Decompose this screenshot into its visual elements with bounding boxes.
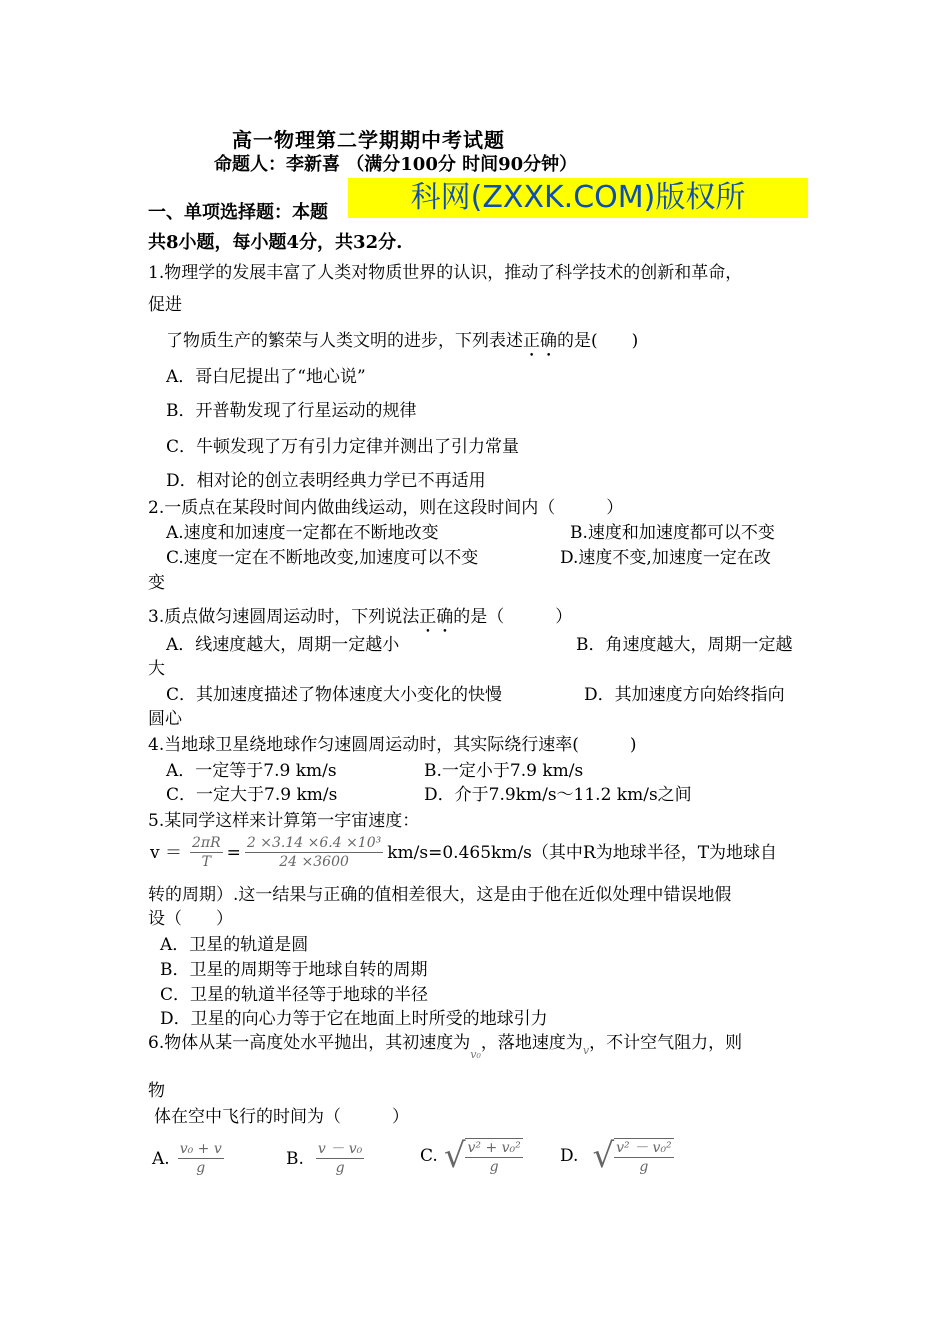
section-heading-part2: 共8小题，每小题4分，共32分. <box>148 232 403 253</box>
q5-option-c: C．卫星的轨道半径等于地球的半径 <box>160 985 429 1005</box>
q5-fraction-2: $\frac{\text{2 ×3.14 ×6.4 ×10³}}{24 \times 3600}$ <box>246 835 382 870</box>
q4-option-c: C．一定大于7.9 km/s <box>166 785 338 805</box>
q6-stem-line3: 体在空中飞行的时间为（ ） <box>154 1107 409 1127</box>
q6-v0-symbol: v₀ <box>470 1048 481 1061</box>
q4-stem: 4.当地球卫星绕地球作匀速圆周运动时，其实际绕行速率( ) <box>148 735 637 755</box>
q2-option-b: B.速度和加速度都可以不变 <box>570 523 775 543</box>
q6-v-symbol: v <box>582 1044 590 1057</box>
q6-stem-line1: 6.物体从某一高度处水平抛出，其初速度为$_{v_0}$，落地速度为$_v$，不计空气阻力，则 <box>148 1033 743 1061</box>
q4-option-d: D．介于7.9km/s～11.2 km/s之间 <box>424 785 692 805</box>
q5-formula: v ＝ $\frac{2\pi R}{T}$ = $\frac{\text{2 ×3.14 ×6.4 ×10³}}{24 \times 3600}$ km/s=0.465km/s（其中R为地球半径，T为地球自 <box>150 835 778 870</box>
q3-option-a: A．线速度越大，周期一定越小 <box>166 635 400 655</box>
q6-option-a-fraction: $\frac{\text{v₀ + v}}{g}$ <box>179 1141 222 1176</box>
q5-option-b: B．卫星的周期等于地球自转的周期 <box>160 960 428 980</box>
q6-option-c-sqrt-icon: √ $\frac{\text{v² + v₀²}}{g}$ <box>443 1136 521 1176</box>
q3-option-c: C．其加速度描述了物体速度大小变化的快慢 <box>166 685 503 705</box>
q5-option-a: A．卫星的轨道是圆 <box>160 935 309 955</box>
q2-option-d: D.速度不变,加速度一定在改 <box>560 548 771 568</box>
watermark-banner: 科网(ZXXK.COM)版权所 <box>348 178 808 218</box>
q3-stem: 3.质点做匀速圆周运动时，下列说法正确的是（ ） <box>148 607 573 627</box>
q1-option-d: D．相对论的创立表明经典力学已不再适用 <box>166 471 486 491</box>
q3-emphasis: 正确 <box>419 607 454 627</box>
q6-option-d-sqrt-icon: √ $\frac{\text{v² － v₀²}}{g}$ <box>592 1136 672 1176</box>
q5-stem: 5.某同学这样来计算第一宇宙速度： <box>148 811 420 831</box>
section-heading-part1: 一、单项选择题：本题 <box>148 202 328 223</box>
q3-option-b-wrap: 大 <box>148 659 165 679</box>
q4-option-b: B.一定小于7.9 km/s <box>424 761 584 781</box>
exam-subtitle: 命题人：李新喜 （满分100分 时间90分钟） <box>214 154 578 175</box>
q5-option-d: D．卫星的向心力等于它在地面上时所受的地球引力 <box>160 1009 548 1029</box>
q3-option-b: B．角速度越大，周期一定越 <box>576 635 793 655</box>
q6-option-b: B. $\frac{\text{v － v₀}}{g}$ <box>286 1141 363 1176</box>
q1-stem-line2: 促进 <box>148 295 182 315</box>
q6-option-d: D. √ $\frac{\text{v² － v₀²}}{g}$ <box>560 1136 672 1176</box>
q3-option-d: D．其加速度方向始终指向 <box>584 685 785 705</box>
q2-option-d-wrap: 变 <box>148 573 165 593</box>
q1-emphasis: 正确 <box>523 331 557 351</box>
q1-option-c: C．牛顿发现了万有引力定律并测出了引力常量 <box>166 437 520 457</box>
q1-stem-line1: 1.物理学的发展丰富了人类对物质世界的认识，推动了科学技术的创新和革命， <box>148 263 743 283</box>
q6-stem-line2: 物 <box>148 1081 165 1101</box>
exam-title: 高一物理第二学期期中考试题 <box>232 128 505 152</box>
q5-fraction-1: $\frac{2\pi R}{T}$ <box>192 835 221 870</box>
q1-stem-line3: 了物质生产的繁荣与人类文明的进步，下列表述正确的是( ) <box>166 331 639 351</box>
q4-option-a: A．一定等于7.9 km/s <box>166 761 337 781</box>
q2-option-a: A.速度和加速度一定都在不断地改变 <box>166 523 439 543</box>
q2-stem: 2.一质点在某段时间内做曲线运动，则在这段时间内（ ） <box>148 498 624 518</box>
q2-option-c: C.速度一定在不断地改变,加速度可以不变 <box>166 548 479 568</box>
q6-option-c: C. √ $\frac{\text{v² + v₀²}}{g}$ <box>420 1136 521 1176</box>
q5-stem-line2: 转的周期）.这一结果与正确的值相差很大，这是由于他在近似处理中错误地假 <box>148 885 732 905</box>
q6-option-b-fraction: $\frac{\text{v － v₀}}{g}$ <box>317 1141 363 1176</box>
q5-stem-line3: 设（ ） <box>148 909 233 929</box>
q1-option-a: A．哥白尼提出了“地心说” <box>166 367 366 387</box>
q1-option-b: B．开普勒发现了行星运动的规律 <box>166 401 417 421</box>
q3-option-d-wrap: 圆心 <box>148 709 182 729</box>
q6-option-a: A. $\frac{\text{v₀ + v}}{g}$ <box>152 1141 222 1176</box>
